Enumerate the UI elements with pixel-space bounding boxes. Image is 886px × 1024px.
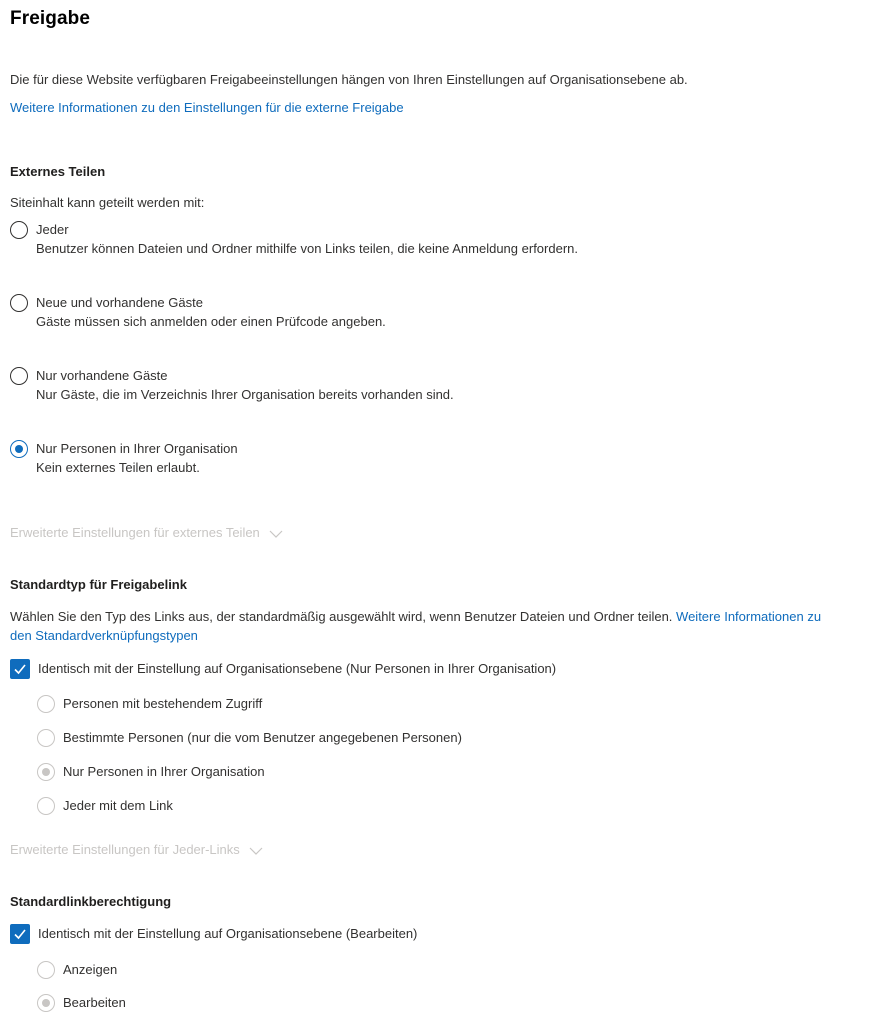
radio-label: Personen mit bestehendem Zugriff <box>63 696 263 711</box>
chevron-down-icon <box>249 847 263 855</box>
intro-text: Die für diese Website verfügbaren Freigabeeinstellungen hängen von Ihren Einstellungen auf Organisationsebene ab. <box>10 72 688 87</box>
advanced-anyone-links-label: Erweiterte Einstellungen für Jeder-Links <box>10 842 240 857</box>
radio-description: Kein externes Teilen erlaubt. <box>36 460 200 475</box>
radio-description: Benutzer können Dateien und Ordner mithilfe von Links teilen, die keine Anmeldung erfordern. <box>36 241 578 256</box>
radio-button-disabled <box>37 961 55 979</box>
default-link-type-description-text: Wählen Sie den Typ des Links aus, der standardmäßig ausgewählt wird, wenn Benutzer Dateien und Ordner teilen. <box>10 609 673 624</box>
radio-button[interactable] <box>10 221 28 239</box>
advanced-external-sharing-toggle <box>10 524 283 542</box>
advanced-external-sharing-label: Erweiterte Einstellungen für externes Teilen <box>10 525 260 540</box>
external-sharing-heading: Externes Teilen <box>10 164 106 179</box>
radio-button-disabled <box>37 695 55 713</box>
radio-button-selected[interactable] <box>10 440 28 458</box>
checkbox-label: Identisch mit der Einstellung auf Organisationsebene (Nur Personen in Ihrer Organisation) <box>38 661 557 676</box>
chevron-down-icon <box>269 530 283 538</box>
page-title: Freigabe <box>10 8 90 29</box>
radio-description: Nur Gäste, die im Verzeichnis Ihrer Organisation bereits vorhanden sind. <box>36 387 454 402</box>
radio-label: Bearbeiten <box>63 995 126 1010</box>
radio-label: Nur Personen in Ihrer Organisation <box>63 764 265 779</box>
radio-label: Jeder mit dem Link <box>63 798 173 813</box>
org-setting-checkbox[interactable] <box>10 659 30 679</box>
radio-label: Neue und vorhandene Gäste <box>36 295 203 310</box>
radio-button[interactable] <box>10 367 28 385</box>
default-link-type-description <box>10 608 821 626</box>
advanced-anyone-links-toggle <box>10 841 263 859</box>
radio-button-disabled <box>37 797 55 815</box>
radio-label: Nur vorhandene Gäste <box>36 368 168 383</box>
link-types-info-link-end[interactable]: den Standardverknüpfungstypen <box>10 628 198 643</box>
radio-button-disabled-selected <box>37 763 55 781</box>
link-types-info-link-start[interactable]: Weitere Informationen zu <box>676 609 822 624</box>
radio-label: Nur Personen in Ihrer Organisation <box>36 441 238 456</box>
default-link-type-heading: Standardtyp für Freigabelink <box>10 577 187 592</box>
radio-button-disabled-selected <box>37 994 55 1012</box>
radio-button[interactable] <box>10 294 28 312</box>
radio-description: Gäste müssen sich anmelden oder einen Prüfcode angeben. <box>36 314 386 329</box>
radio-label: Bestimmte Personen (nur die vom Benutzer angegebenen Personen) <box>63 730 462 745</box>
radio-label: Jeder <box>36 222 69 237</box>
checkmark-icon <box>13 662 27 676</box>
checkmark-icon <box>13 927 27 941</box>
radio-label: Anzeigen <box>63 962 118 977</box>
default-link-permission-heading: Standardlinkberechtigung <box>10 894 172 909</box>
external-sharing-info-link[interactable]: Weitere Informationen zu den Einstellungen für die externe Freigabe <box>10 100 404 115</box>
org-setting-checkbox[interactable] <box>10 924 30 944</box>
radio-button-disabled <box>37 729 55 747</box>
checkbox-label: Identisch mit der Einstellung auf Organisationsebene (Bearbeiten) <box>38 926 418 941</box>
external-sharing-subtitle: Siteinhalt kann geteilt werden mit: <box>10 195 205 210</box>
